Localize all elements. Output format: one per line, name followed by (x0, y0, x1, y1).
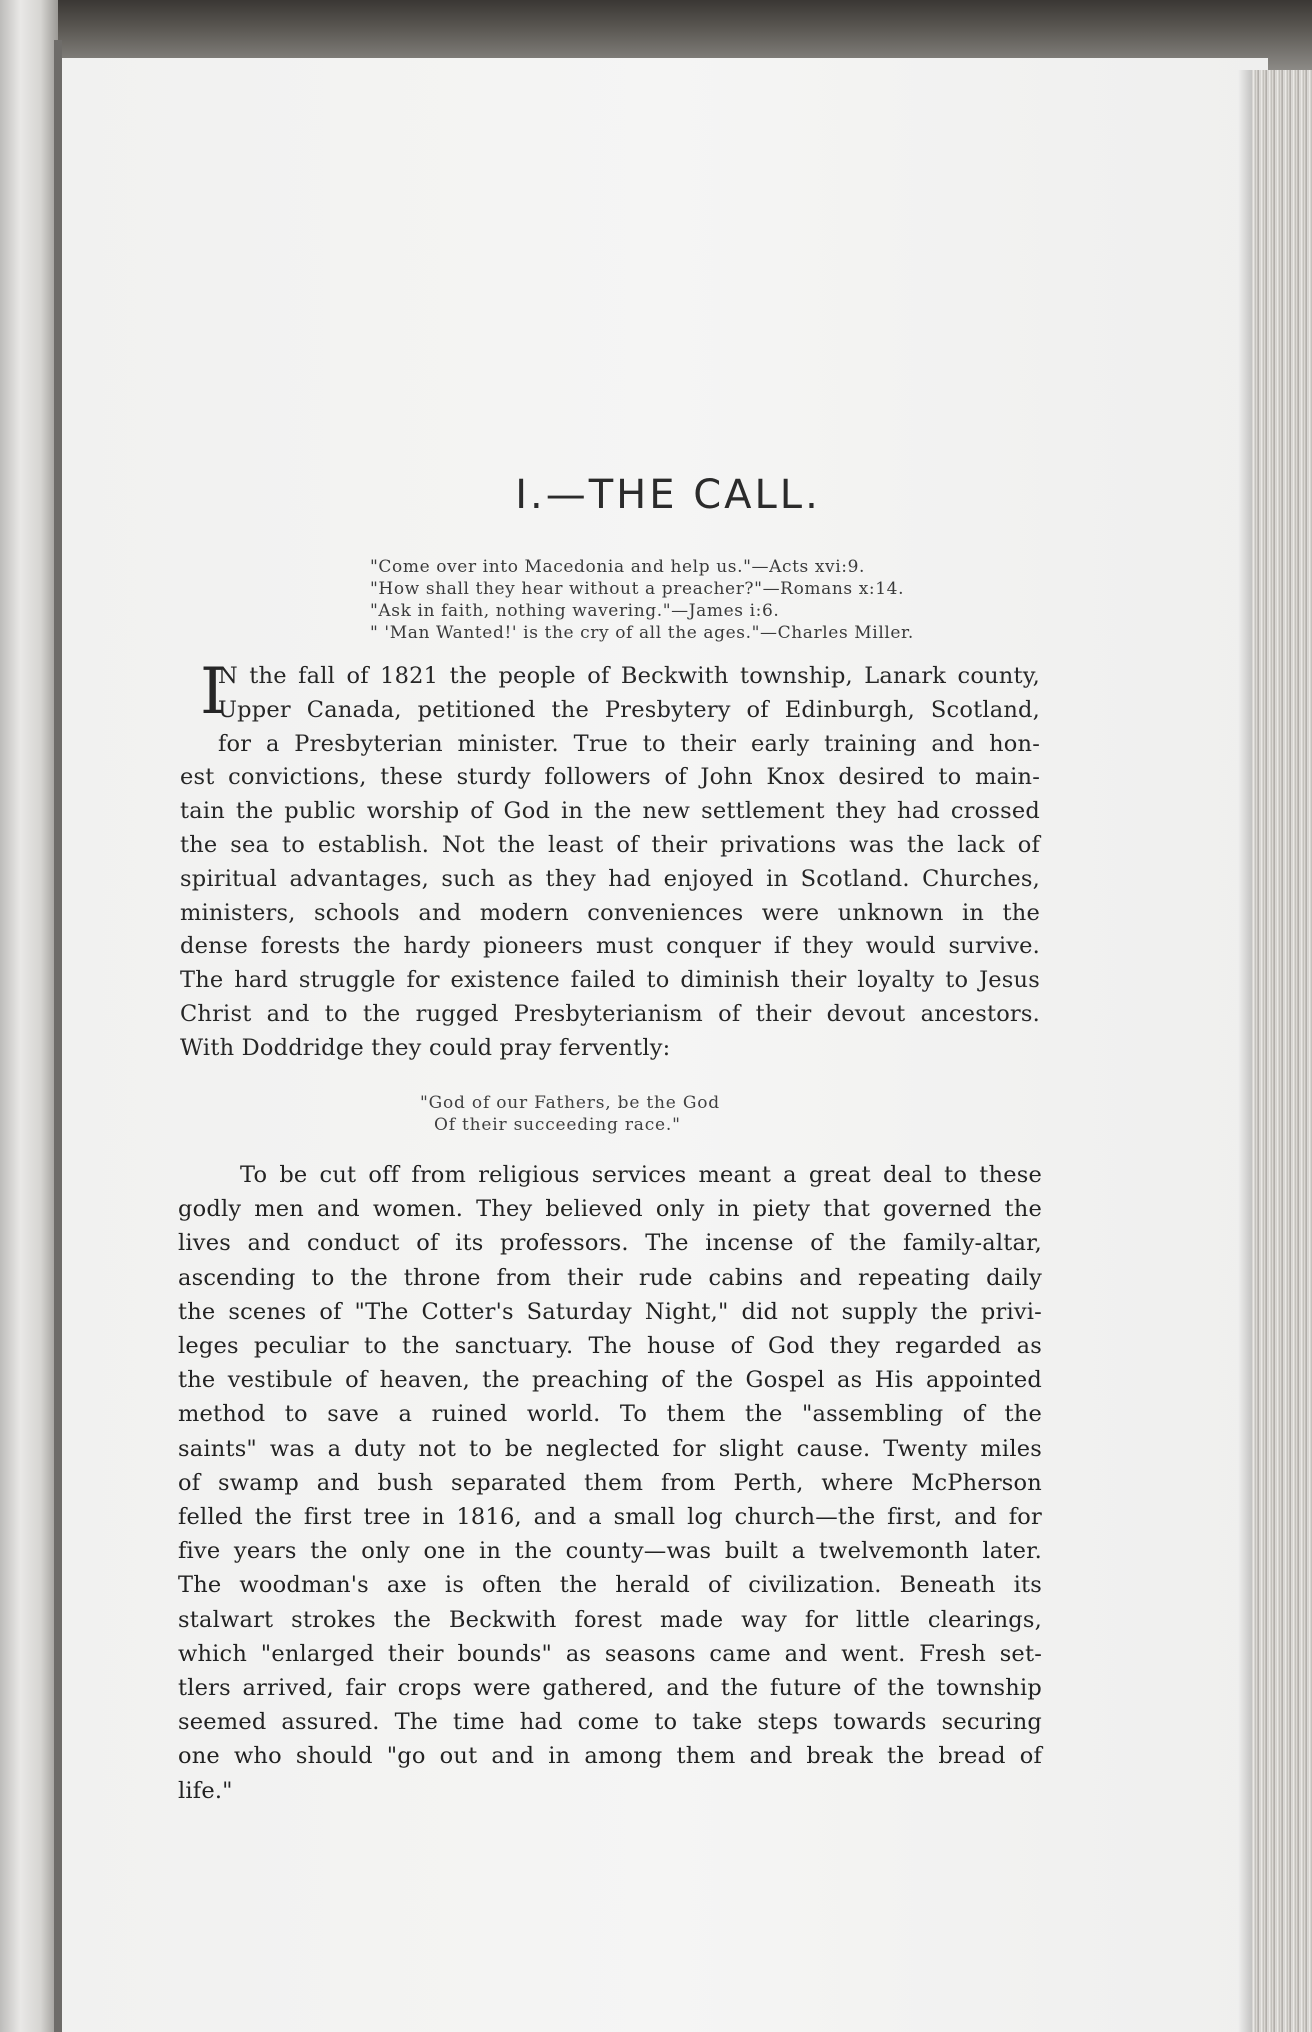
text-line: tain the public worship of God in the new settlement they had crossed (180, 798, 1040, 825)
scan-left-page-edge (0, 0, 58, 2032)
chapter-title: I.—THE CALL. (515, 472, 821, 518)
paragraph-1 (180, 655, 1040, 1066)
verse-quote (420, 1092, 840, 1136)
text-line: saints" was a duty not to be neglected for slight cause. Twenty miles (178, 1435, 1042, 1462)
page-stack-edge (1252, 70, 1312, 2032)
text-line: godly men and women. They believed only in piety that governed the (178, 1196, 1042, 1223)
text-line: life." (178, 1777, 233, 1804)
text-line: Christ and to the rugged Presbyterianism of their devout ancestors. (180, 1000, 1040, 1027)
text-line: est convictions, these sturdy followers of John Knox desired to main- (180, 764, 1040, 791)
text-line: the scenes of "The Cotter's Saturday Night," did not supply the privi- (178, 1298, 1042, 1325)
text-line: The woodman's axe is often the herald of civilization. Beneath its (178, 1572, 1042, 1599)
verse-line: "God of our Fathers, be the God (420, 1093, 720, 1113)
text-line: method to save a ruined world. To them the "assembling of the (178, 1401, 1042, 1428)
text-line: The hard struggle for existence failed to diminish their loyalty to Jesus (180, 967, 1040, 994)
text-line: seemed assured. The time had come to take steps towards securing (178, 1709, 1042, 1736)
text-line: for a Presbyterian minister. True to their early training and hon- (218, 730, 1040, 757)
paragraph-2 (178, 1158, 1042, 1808)
text-line: N the fall of 1821 the people of Beckwith township, Lanark county, (218, 663, 1040, 689)
epigraph-line: " 'Man Wanted!' is the cry of all the ages."—Charles Miller. (370, 623, 914, 643)
text-line: stalwart strokes the Beckwith forest made way for little clearings, (178, 1606, 1042, 1633)
text-line: one who should "go out and in among them and break the bread of (178, 1743, 1042, 1770)
text-line: To be cut off from religious services meant a great deal to these (240, 1162, 1042, 1188)
text-line: ministers, schools and modern conveniences were unknown in the (180, 899, 1040, 926)
verse-line: Of their succeeding race." (434, 1115, 681, 1135)
text-line: felled the first tree in 1816, and a small log church—the first, and for (178, 1504, 1042, 1531)
text-line: which "enlarged their bounds" as seasons came and went. Fresh set- (178, 1640, 1042, 1667)
text-line: lives and conduct of its professors. The incense of the family-altar, (178, 1230, 1042, 1257)
text-line: of swamp and bush separated them from Perth, where McPherson (178, 1469, 1042, 1496)
epigraph-line: "Ask in faith, nothing wavering."—James i:6. (370, 601, 780, 621)
text-line: tlers arrived, fair crops were gathered, and the future of the township (178, 1675, 1042, 1702)
book-gutter (54, 40, 62, 2032)
text-line: the vestibule of heaven, the preaching of the Gospel as His appointed (178, 1367, 1042, 1394)
text-line: Upper Canada, petitioned the Presbytery of Edinburgh, Scotland, (218, 696, 1040, 723)
text-line: dense forests the hardy pioneers must conquer if they would survive. (180, 933, 1040, 960)
text-line: spiritual advantages, such as they had enjoyed in Scotland. Churches, (180, 865, 1040, 892)
epigraph-block (300, 556, 1020, 644)
drop-cap: I (200, 655, 226, 729)
text-line: With Doddridge they could pray fervently: (180, 1034, 671, 1061)
text-line: the sea to establish. Not the least of their privations was the lack of (180, 831, 1040, 858)
epigraph-line: "Come over into Macedonia and help us."—Acts xvi:9. (370, 557, 866, 577)
epigraph-line: "How shall they hear without a preacher?"—Romans x:14. (370, 579, 905, 599)
text-line: five years the only one in the county—was built a twelvemonth later. (178, 1538, 1042, 1565)
text-line: ascending to the throne from their rude cabins and repeating daily (178, 1264, 1042, 1291)
text-line: leges peculiar to the sanctuary. The house of God they regarded as (178, 1333, 1042, 1360)
